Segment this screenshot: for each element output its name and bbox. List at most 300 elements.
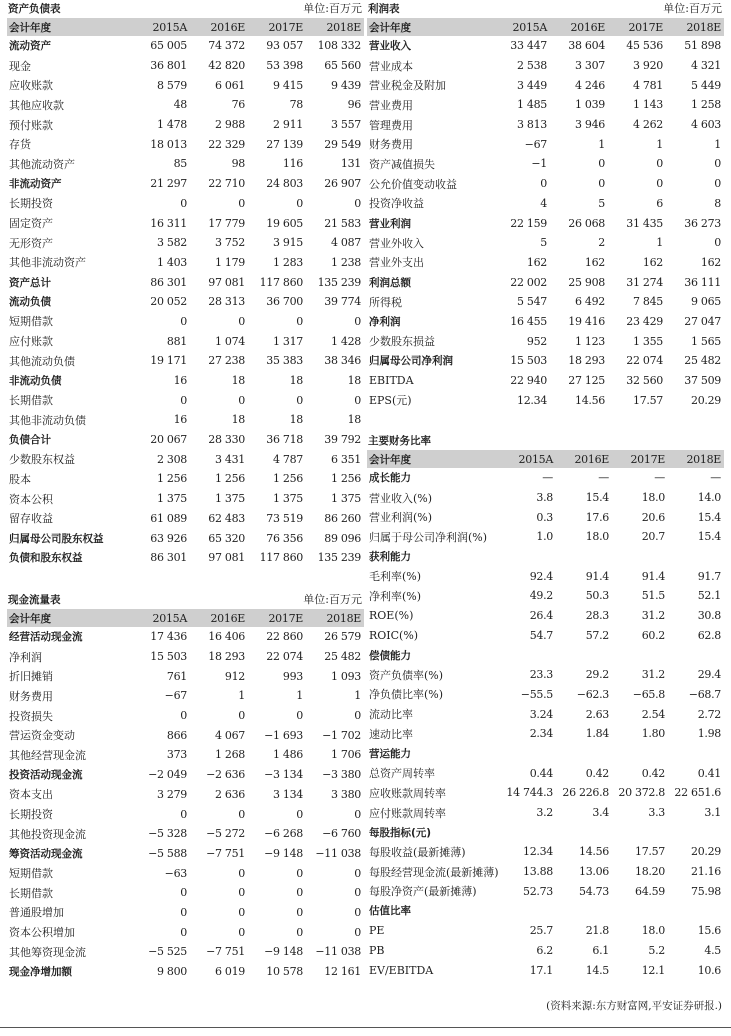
table-row xyxy=(367,233,724,253)
cell-value: 65 005 xyxy=(150,39,187,53)
table-row xyxy=(7,509,364,529)
row-label: 长期投资 xyxy=(9,197,53,211)
cell-value: 0 xyxy=(714,177,721,191)
cell-value: 1 039 xyxy=(575,98,605,112)
income-statement-unit: 单位:百万元 xyxy=(663,2,722,15)
cell-value: 6.1 xyxy=(592,943,609,957)
cell-value: 74 372 xyxy=(208,39,245,53)
cash-flow-table xyxy=(7,627,364,981)
balance-sheet-panel xyxy=(7,0,364,568)
cell-value: 2.34 xyxy=(529,727,553,741)
balance-sheet-unit: 单位:百万元 xyxy=(303,2,362,15)
cell-value: 28.3 xyxy=(585,609,609,623)
section-row xyxy=(367,547,724,567)
table-row xyxy=(367,36,724,56)
row-label: 短期借款 xyxy=(9,867,53,881)
cell-value: 1 317 xyxy=(273,334,303,348)
cell-value: 1 256 xyxy=(157,472,187,486)
cell-value: 32 560 xyxy=(626,374,663,388)
cell-value: 12.1 xyxy=(641,963,665,977)
cell-value: 3.8 xyxy=(536,491,553,505)
cell-value: −5 328 xyxy=(148,827,187,841)
cell-value: 19 416 xyxy=(568,314,605,328)
cell-value: 0 xyxy=(714,157,721,171)
cell-value: 0 xyxy=(180,709,187,723)
row-label: 归属于母公司净利润(%) xyxy=(369,530,488,544)
cell-value: 1 179 xyxy=(215,255,245,269)
cell-value: 16 311 xyxy=(150,216,187,230)
cell-value: 35 383 xyxy=(266,354,303,368)
cell-value: 15.6 xyxy=(697,924,721,938)
cell-value: 76 xyxy=(231,98,245,112)
table-row xyxy=(367,95,724,115)
cell-value: 3 915 xyxy=(273,236,303,250)
table-row xyxy=(7,765,364,785)
table-row xyxy=(7,272,364,292)
table-row xyxy=(367,174,724,194)
header-year: 2016E xyxy=(210,611,245,625)
cell-value: 18 xyxy=(347,374,361,388)
header-year: 2016E xyxy=(574,452,609,466)
table-row xyxy=(367,154,724,174)
cell-value: 60.2 xyxy=(641,628,665,642)
table-row xyxy=(367,134,724,154)
row-label: 其他非流动负债 xyxy=(9,413,86,427)
cell-value: 0.42 xyxy=(585,766,609,780)
row-label: 每股净资产(最新摊薄) xyxy=(369,885,477,899)
table-row xyxy=(7,903,364,923)
cell-value: 1 xyxy=(656,137,663,151)
cell-value: 1 268 xyxy=(215,748,245,762)
cell-value: 22 002 xyxy=(510,275,547,289)
cell-value: 31 435 xyxy=(626,216,663,230)
row-label: EV/EBITDA xyxy=(369,963,434,977)
row-label: 营业收入(%) xyxy=(369,491,433,505)
cell-value: 20 052 xyxy=(150,295,187,309)
row-label: 长期借款 xyxy=(9,394,53,408)
cell-value: 89 096 xyxy=(324,531,361,545)
cell-value: 38 604 xyxy=(568,39,605,53)
cell-value: 2 636 xyxy=(215,787,245,801)
cell-value: 0 xyxy=(238,196,245,210)
cell-value: 5 xyxy=(598,196,605,210)
bottom-divider xyxy=(0,1027,731,1028)
cell-value: 9 800 xyxy=(157,965,187,979)
cell-value: 57.2 xyxy=(585,628,609,642)
cell-value: 1 283 xyxy=(273,255,303,269)
table-row xyxy=(7,804,364,824)
cell-value: 18 xyxy=(289,413,303,427)
cell-value: 54.7 xyxy=(529,628,553,642)
cell-value: 15.4 xyxy=(585,491,609,505)
row-label: 资本公积增加 xyxy=(9,926,75,940)
cell-value: 162 xyxy=(584,255,605,269)
cell-value: 39 792 xyxy=(324,433,361,447)
cell-value: 0 xyxy=(180,314,187,328)
row-label: 归属母公司净利润 xyxy=(369,355,453,368)
cell-value: 0 xyxy=(180,905,187,919)
row-label: 无形资产 xyxy=(9,236,53,250)
table-row xyxy=(7,75,364,95)
table-row xyxy=(7,233,364,253)
cell-value: −2 049 xyxy=(148,768,187,782)
row-label: 应收账款 xyxy=(9,79,53,93)
cash-flow-title-bar xyxy=(7,591,364,609)
cell-value: 31 274 xyxy=(626,275,663,289)
balance-sheet-table xyxy=(7,36,364,568)
cell-value: 33 447 xyxy=(510,39,547,53)
table-row xyxy=(7,686,364,706)
cell-value: 0 xyxy=(296,196,303,210)
cell-value: 1.98 xyxy=(697,727,721,741)
row-label: 财务费用 xyxy=(369,138,413,152)
cell-value: 16 xyxy=(173,413,187,427)
cell-value: 98 xyxy=(231,157,245,171)
section-row xyxy=(367,468,724,488)
cell-value: 131 xyxy=(340,157,361,171)
cell-value: 1.80 xyxy=(641,727,665,741)
row-label: 其他流动负债 xyxy=(9,354,75,368)
cell-value: 2 538 xyxy=(517,59,547,73)
row-label: 净利润 xyxy=(369,315,401,328)
row-label: 投资活动现金流 xyxy=(9,769,83,782)
cell-value: 1 428 xyxy=(331,334,361,348)
row-label: 公允价值变动收益 xyxy=(369,177,457,191)
table-row xyxy=(367,665,724,685)
cell-value: 26 226.8 xyxy=(562,786,609,800)
cell-value: 50.3 xyxy=(585,589,609,603)
cell-value: 65 320 xyxy=(208,531,245,545)
cell-value: 1.0 xyxy=(536,530,553,544)
row-label: 净负债比率(%) xyxy=(369,688,444,702)
table-row xyxy=(7,115,364,135)
row-label: EBITDA xyxy=(369,374,414,388)
row-label: 普通股增加 xyxy=(9,906,64,920)
cell-value: 1.84 xyxy=(585,727,609,741)
cell-value: 2 xyxy=(598,236,605,250)
cell-value: 86 301 xyxy=(150,551,187,565)
cell-value: 3 920 xyxy=(633,59,663,73)
cell-value: −11 038 xyxy=(315,945,361,959)
row-label: 管理费用 xyxy=(369,118,413,132)
cell-value: 3 279 xyxy=(157,787,187,801)
table-row xyxy=(7,942,364,962)
cell-value: — xyxy=(598,471,609,485)
table-row xyxy=(367,803,724,823)
table-row xyxy=(7,292,364,312)
cell-value: 0 xyxy=(354,905,361,919)
table-row xyxy=(7,134,364,154)
cell-value: 1 258 xyxy=(691,98,721,112)
row-label: 其他筹资现金流 xyxy=(9,945,86,959)
cell-value: 52.1 xyxy=(697,589,721,603)
cell-value: 21.8 xyxy=(585,924,609,938)
header-year: 2017E xyxy=(630,452,665,466)
row-label: 资本公积 xyxy=(9,492,53,506)
cell-value: 881 xyxy=(166,334,187,348)
cell-value: 22 329 xyxy=(208,137,245,151)
row-label: 利润总额 xyxy=(369,276,411,289)
cell-value: 912 xyxy=(224,669,245,683)
row-label: ROIC(%) xyxy=(369,628,419,642)
row-label: 长期借款 xyxy=(9,886,53,900)
cell-value: 20 372.8 xyxy=(618,786,665,800)
row-label: 营业收入 xyxy=(369,40,411,53)
cell-value: 0 xyxy=(296,886,303,900)
cell-value: 0.42 xyxy=(641,766,665,780)
cell-value: 91.4 xyxy=(641,569,665,583)
row-label: 现金 xyxy=(9,59,31,73)
section-row xyxy=(367,645,724,665)
table-row xyxy=(367,507,724,527)
cell-value: 14.56 xyxy=(575,393,605,407)
cell-value: — xyxy=(654,471,665,485)
row-label: 毛利率(%) xyxy=(369,570,422,584)
table-row xyxy=(7,548,364,568)
table-row xyxy=(367,488,724,508)
cell-value: 96 xyxy=(347,98,361,112)
row-label: 财务费用 xyxy=(9,689,53,703)
row-label: 流动比率 xyxy=(369,708,413,722)
row-label: 每股指标(元) xyxy=(369,826,432,839)
table-row xyxy=(367,606,724,626)
cell-value: 18 xyxy=(231,374,245,388)
row-label: PE xyxy=(369,924,385,938)
cell-value: 1 375 xyxy=(273,492,303,506)
cell-value: 3.3 xyxy=(648,806,665,820)
cell-value: 48 xyxy=(173,98,187,112)
cell-value: 51.5 xyxy=(641,589,665,603)
table-row xyxy=(367,685,724,705)
cell-value: 1 093 xyxy=(331,669,361,683)
cell-value: 22 074 xyxy=(626,354,663,368)
cell-value: 18.20 xyxy=(635,865,665,879)
cell-value: 0.44 xyxy=(529,766,553,780)
row-label: 留存收益 xyxy=(9,512,53,526)
cell-value: 1 565 xyxy=(691,334,721,348)
cell-value: 25.7 xyxy=(529,924,553,938)
balance-sheet-title: 资产负债表 xyxy=(8,3,61,15)
row-label: 流动负债 xyxy=(9,296,51,309)
cell-value: 97 081 xyxy=(208,551,245,565)
cell-value: −67 xyxy=(524,137,547,151)
cell-value: 7 845 xyxy=(633,295,663,309)
cell-value: 29 549 xyxy=(324,137,361,151)
table-row xyxy=(7,824,364,844)
cell-value: 0 xyxy=(656,177,663,191)
cell-value: 0 xyxy=(354,709,361,723)
table-header xyxy=(367,18,724,36)
cell-value: 3 134 xyxy=(273,787,303,801)
cell-value: −9 148 xyxy=(264,846,303,860)
table-row xyxy=(7,449,364,469)
row-label: 速动比率 xyxy=(369,727,413,741)
financial-ratios-table xyxy=(367,468,724,980)
cell-value: 22 860 xyxy=(266,630,303,644)
cell-value: 91.4 xyxy=(585,569,609,583)
cell-value: 22 074 xyxy=(266,650,303,664)
cell-value: 49.2 xyxy=(529,589,553,603)
cell-value: 4 246 xyxy=(575,78,605,92)
cell-value: 12.34 xyxy=(523,845,553,859)
cell-value: 2.63 xyxy=(585,707,609,721)
header-year: 2015A xyxy=(512,20,547,34)
table-row xyxy=(367,566,724,586)
table-row xyxy=(7,647,364,667)
cell-value: 1 xyxy=(238,689,245,703)
table-row xyxy=(367,960,724,980)
cell-value: 97 081 xyxy=(208,275,245,289)
cell-value: 15 503 xyxy=(510,354,547,368)
header-year: 2017E xyxy=(268,20,303,34)
cell-value: 0 xyxy=(238,393,245,407)
cell-value: 86 301 xyxy=(150,275,187,289)
table-row xyxy=(367,842,724,862)
cell-value: 25 482 xyxy=(324,650,361,664)
cell-value: −5 525 xyxy=(148,945,187,959)
cell-value: −5 272 xyxy=(206,827,245,841)
cell-value: 18 293 xyxy=(208,650,245,664)
cell-value: 14.56 xyxy=(579,845,609,859)
cell-value: 36 111 xyxy=(684,275,721,289)
income-statement-title: 利润表 xyxy=(368,3,400,15)
row-label: 应付账款周转率 xyxy=(369,806,446,820)
table-row xyxy=(7,627,364,647)
balance-sheet-title-bar xyxy=(7,0,364,18)
cell-value: 25 908 xyxy=(568,275,605,289)
cell-value: 0.41 xyxy=(697,766,721,780)
row-label: 筹资活动现金流 xyxy=(9,847,83,860)
cell-value: 0 xyxy=(656,157,663,171)
cell-value: 18 293 xyxy=(568,354,605,368)
cell-value: 29.2 xyxy=(585,668,609,682)
table-row xyxy=(367,331,724,351)
cell-value: −62.3 xyxy=(576,687,609,701)
row-label: 折旧摊销 xyxy=(9,670,53,684)
cell-value: 54.73 xyxy=(579,884,609,898)
cell-value: 4 262 xyxy=(633,118,663,132)
row-label: PB xyxy=(369,943,385,957)
cell-value: 51 898 xyxy=(684,39,721,53)
cell-value: 92.4 xyxy=(529,569,553,583)
table-row xyxy=(367,921,724,941)
table-row xyxy=(367,626,724,646)
cell-value: 28 330 xyxy=(208,433,245,447)
cell-value: 36 273 xyxy=(684,216,721,230)
table-row xyxy=(7,36,364,56)
cell-value: 0 xyxy=(180,196,187,210)
table-row xyxy=(7,174,364,194)
cell-value: 117 860 xyxy=(259,551,303,565)
cell-value: 14 744.3 xyxy=(506,786,553,800)
cell-value: −2 636 xyxy=(206,768,245,782)
header-year: 2015A xyxy=(518,452,553,466)
cell-value: 13.06 xyxy=(579,865,609,879)
cell-value: 4.5 xyxy=(704,943,721,957)
row-label: 少数股东损益 xyxy=(369,335,435,349)
cell-value: 23.3 xyxy=(529,668,553,682)
cell-value: 17 779 xyxy=(208,216,245,230)
cell-value: 162 xyxy=(700,255,721,269)
table-row xyxy=(7,390,364,410)
cell-value: −68.7 xyxy=(688,687,721,701)
cell-value: 3.2 xyxy=(536,806,553,820)
cell-value: 19 605 xyxy=(266,216,303,230)
table-row xyxy=(7,666,364,686)
cell-value: 22 159 xyxy=(510,216,547,230)
cell-value: 18 xyxy=(347,413,361,427)
cell-value: 0.3 xyxy=(536,510,553,524)
cell-value: 0 xyxy=(180,393,187,407)
cell-value: 0 xyxy=(296,393,303,407)
table-row xyxy=(367,75,724,95)
cell-value: 14.0 xyxy=(697,491,721,505)
cell-value: 27 139 xyxy=(266,137,303,151)
cell-value: 73 519 xyxy=(266,511,303,525)
table-row xyxy=(367,527,724,547)
cell-value: 5 xyxy=(540,236,547,250)
row-label: 营业成本 xyxy=(369,59,413,73)
row-label: 营业费用 xyxy=(369,98,413,112)
cell-value: 3.4 xyxy=(592,806,609,820)
row-label: 投资净收益 xyxy=(369,197,424,211)
cell-value: 36 801 xyxy=(150,59,187,73)
table-row xyxy=(367,292,724,312)
cash-flow-title: 现金流量表 xyxy=(8,594,61,606)
table-row xyxy=(7,962,364,982)
cell-value: 27 238 xyxy=(208,354,245,368)
table-row xyxy=(7,371,364,391)
cell-value: 30.8 xyxy=(697,609,721,623)
cell-value: 0 xyxy=(238,314,245,328)
row-label: 负债合计 xyxy=(9,434,51,447)
source-note: (资料来源:东方财富网,平安证券研报.) xyxy=(546,1000,722,1012)
cell-value: 26.4 xyxy=(529,609,553,623)
header-year: 2016E xyxy=(210,20,245,34)
table-row xyxy=(367,724,724,744)
cell-value: 117 860 xyxy=(259,275,303,289)
cell-value: 866 xyxy=(166,728,187,742)
row-label: 应付账款 xyxy=(9,335,53,349)
cell-value: −9 148 xyxy=(264,945,303,959)
row-label: 营业外支出 xyxy=(369,256,424,270)
cell-value: 1 xyxy=(296,689,303,703)
cell-value: 19 171 xyxy=(150,354,187,368)
table-row xyxy=(367,312,724,332)
cell-value: 75.98 xyxy=(691,884,721,898)
table-header xyxy=(7,18,364,36)
cell-value: −55.5 xyxy=(520,687,553,701)
table-row xyxy=(7,469,364,489)
table-row xyxy=(367,194,724,214)
cell-value: 21.16 xyxy=(691,865,721,879)
cell-value: 26 907 xyxy=(324,177,361,191)
financial-ratios-panel xyxy=(367,432,724,980)
row-label: 每股经营现金流(最新摊薄) xyxy=(369,865,499,879)
row-label: 资本支出 xyxy=(9,788,53,802)
cell-value: 3 449 xyxy=(517,78,547,92)
cell-value: 0 xyxy=(296,925,303,939)
cell-value: 1 074 xyxy=(215,334,245,348)
cell-value: 0 xyxy=(354,807,361,821)
row-label: 其他非流动资产 xyxy=(9,256,86,270)
table-row xyxy=(7,922,364,942)
section-row xyxy=(367,744,724,764)
cell-value: 31.2 xyxy=(641,609,665,623)
cell-value: 761 xyxy=(166,669,187,683)
cell-value: 64.59 xyxy=(635,884,665,898)
table-row xyxy=(7,706,364,726)
